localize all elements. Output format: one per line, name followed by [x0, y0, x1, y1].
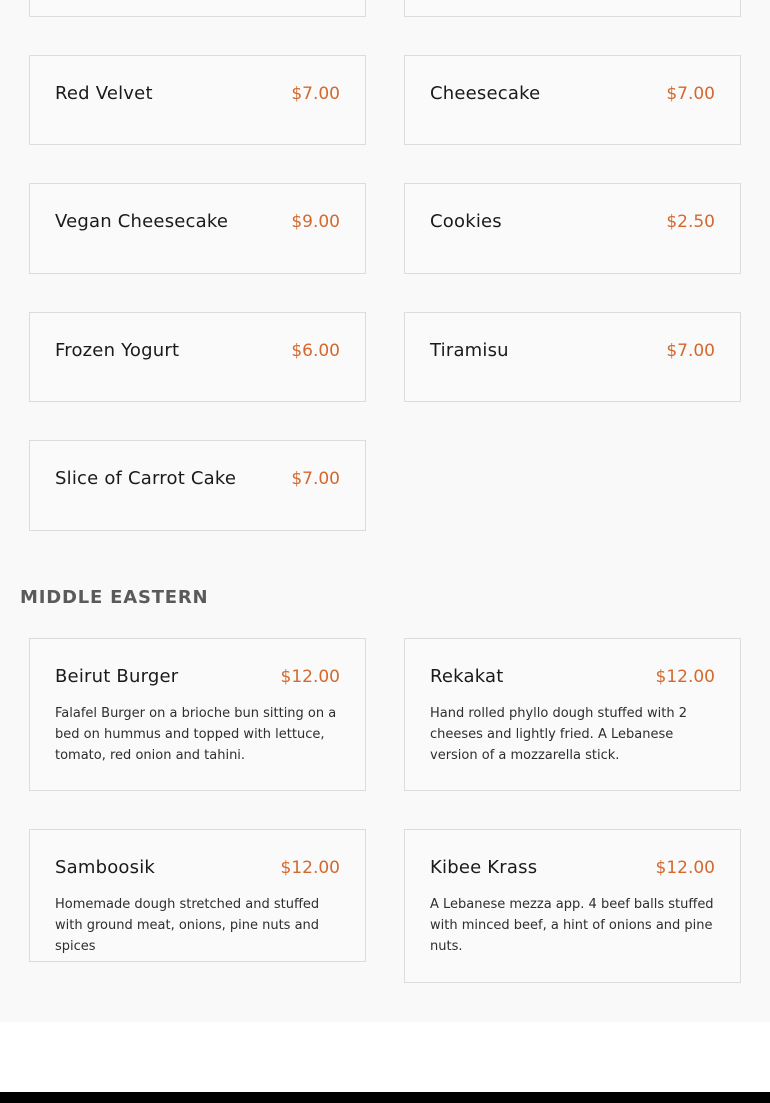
item-price: $12.00: [655, 667, 715, 687]
item-price: $12.00: [280, 667, 340, 687]
item-name: Cheesecake: [430, 83, 541, 104]
menu-card[interactable]: [404, 829, 741, 983]
item-price: $2.50: [666, 212, 715, 232]
menu-card[interactable]: [29, 829, 366, 962]
item-description: Falafel Burger on a brioche bun sitting on a bed on hummus and topped with lettuce, tomato, red onion and tahini.: [55, 706, 337, 763]
item-name: Cookies: [430, 211, 502, 232]
item-description: A Lebanese mezza app. 4 beef balls stuffed with minced beef, a hint of onions and pine nuts.: [430, 897, 714, 954]
item-name: Tiramisu: [430, 340, 509, 361]
item-name: Red Velvet: [55, 83, 153, 104]
section-title: MIDDLE EASTERN: [20, 587, 209, 608]
item-price: $12.00: [655, 858, 715, 878]
item-price: $7.00: [291, 469, 340, 489]
item-description: Homemade dough stretched and stuffed with ground meat, onions, pine nuts and spices: [55, 897, 320, 954]
item-description: Hand rolled phyllo dough stuffed with 2 cheeses and lightly fried. A Lebanese version of a mozzarella stick.: [430, 706, 687, 763]
item-price: $7.00: [666, 341, 715, 361]
menu-card[interactable]: [29, 55, 366, 145]
footer: [0, 1092, 770, 1103]
item-name: Kibee Krass: [430, 857, 538, 878]
menu-card[interactable]: [404, 55, 741, 145]
menu-card[interactable]: [29, 638, 366, 791]
item-name: Slice of Carrot Cake: [55, 468, 237, 489]
menu-card-partial[interactable]: [29, 0, 366, 17]
item-price: $9.00: [291, 212, 340, 232]
menu-card[interactable]: [29, 312, 366, 402]
item-name: Rekakat: [430, 666, 504, 687]
item-price: $7.00: [666, 84, 715, 104]
item-price: $7.00: [291, 84, 340, 104]
item-name: Samboosik: [55, 857, 156, 878]
item-name: Frozen Yogurt: [55, 340, 180, 361]
item-name: Vegan Cheesecake: [55, 211, 229, 232]
menu-card[interactable]: [404, 638, 741, 791]
menu-card[interactable]: [29, 183, 366, 274]
menu-card[interactable]: [404, 312, 741, 402]
item-price: $12.00: [280, 858, 340, 878]
menu-card[interactable]: [29, 440, 366, 531]
item-price: $6.00: [291, 341, 340, 361]
item-name: Beirut Burger: [55, 666, 179, 687]
menu-card-partial[interactable]: [404, 0, 741, 17]
menu-card[interactable]: [404, 183, 741, 274]
